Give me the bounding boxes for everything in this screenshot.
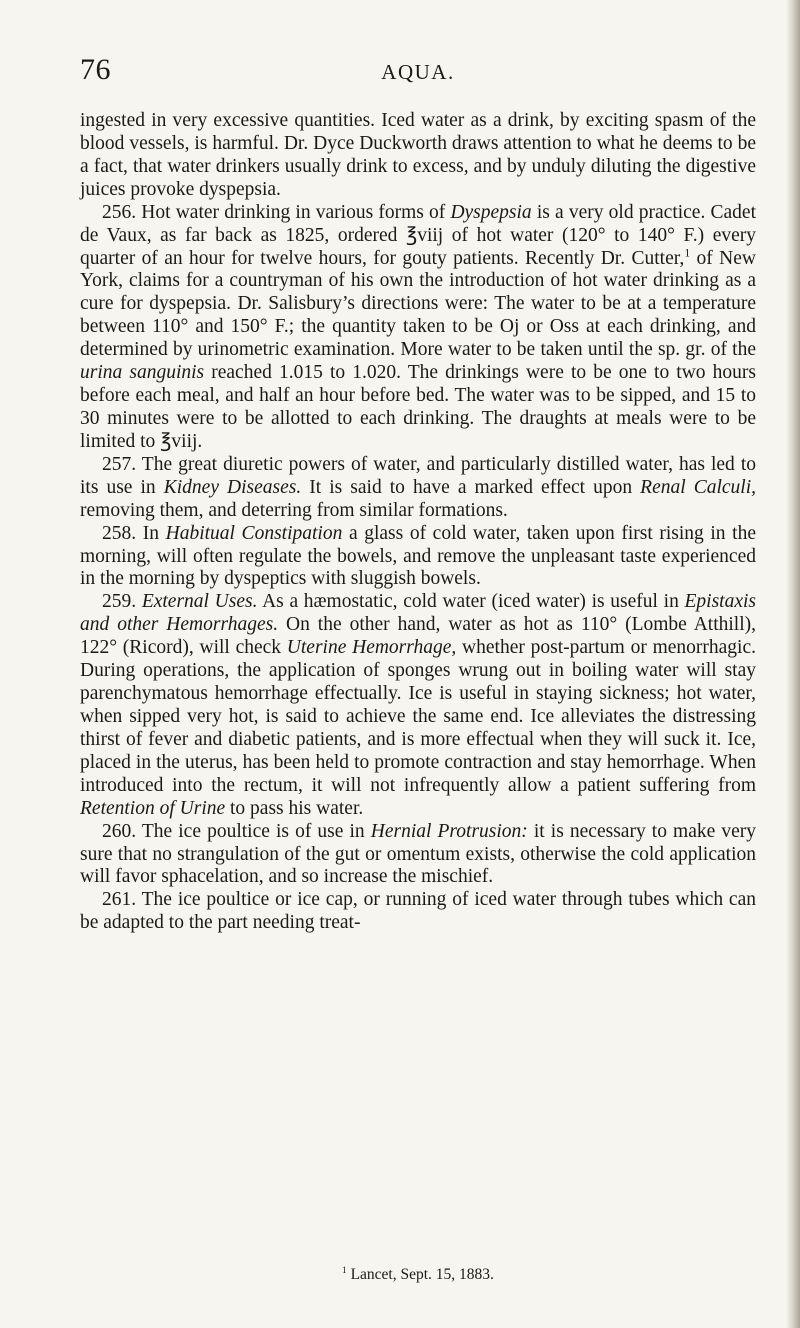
text-run: 259. [102, 591, 142, 613]
italic-term: Habitual Constipation [165, 522, 343, 544]
footnote-reference: 1 [684, 246, 691, 260]
text-run: 257. The great diuretic powers of water, and particularly distilled water, has led to its use in [80, 453, 756, 498]
text-run: to pass his water. [225, 797, 364, 819]
paragraph-para-260 [80, 821, 756, 890]
paragraph-para-257 [80, 454, 756, 523]
text-run: On the other hand, water as hot as 110° (Lombe Atthill), 122° (Ricord), will check [80, 614, 756, 659]
page-edge-shadow [786, 0, 800, 1328]
italic-term: Uterine Hemorrhage, [286, 637, 457, 659]
italic-term: Epistaxis and other Hemorrhages. [80, 591, 757, 636]
text-run: 258. In [102, 522, 166, 544]
text-run: it is necessary to make very sure that no strangulation of the gut or omentum exists, otherwise the cold application will favor sphacelation, and so increase the mischief. [80, 820, 756, 888]
italic-term: Renal Calculi, [640, 476, 756, 498]
page-number: 76 [80, 53, 111, 86]
text-run: ingested in very excessive quantities. Iced water as a drink, by exciting spasm of the blood vessels, is harmful. Dr. Dyce Duckworth draws attention to what he deems to be a fact, that water drinkers usually drink to excess, and by unduly diluting the digestive juices provoke dyspepsia. [80, 110, 756, 200]
text-run: of New York, claims for a countryman of his own the introduction of hot water drinking as a cure for dyspepsia. Dr. Salisbury’s directions were: The water to be at a temperature between 110° and 150° F.; the quantity taken to be Oj or Oss at each drinking, and determined by urinometric examination. More water to be taken until the sp. gr. of the [80, 247, 756, 361]
text-run: 261. The ice poultice or ice cap, or running of iced water through tubes which can be adapted to the part needing treat- [80, 889, 756, 934]
page-header [80, 50, 756, 90]
footnote [80, 1265, 756, 1285]
text-run: As a hæmostatic, cold water (iced water) is useful in [257, 591, 685, 613]
paragraph-continuation [80, 110, 756, 202]
text-run: a glass of cold water, taken upon first rising in the morning, will often regulate the bowels, and remove the unpleasant taste experienced in the morning by dyspeptics with sluggish bowels. [80, 522, 756, 590]
italic-term: Hernial Protrusion: [370, 820, 528, 842]
paragraph-para-258 [80, 523, 756, 592]
italic-term: External Uses. [141, 591, 258, 613]
paragraph-para-256 [80, 202, 756, 454]
body-text [80, 110, 756, 935]
italic-term: Retention of Urine [80, 797, 226, 819]
text-run: reached 1.015 to 1.020. The drinkings were to be one to two hours before each meal, and half an hour before bed. The water was to be sipped, and 15 to 30 minutes were to be allotted to each drinking. The draughts at meals were to be limited to ℥viij. [80, 362, 756, 452]
paragraph-para-261 [80, 889, 756, 935]
text-run: 256. Hot water drinking in various forms of [102, 201, 451, 223]
footnote-mark: 1 [342, 1265, 347, 1276]
italic-term: Kidney Diseases. [163, 476, 302, 498]
footnote-text: Lancet, Sept. 15, 1883. [346, 1266, 494, 1283]
italic-term: Dyspepsia [450, 201, 532, 223]
text-run: whether post-partum or menorrhagic. During operations, the application of sponges wrung out in boiling water will stay parenchymatous hemorrhage effectually. Ice is useful in staying sickness; hot water, when sipped very hot, is said to achieve the same end. Ice alleviates the distressing thirst of fever and diabetic patients, and is more effectual when they will suck it. Ice, placed in the uterus, has been held to promote contraction and stay hemorrhage. When introduced into the rectum, it will not infrequently allow a patient suffering from [80, 637, 756, 796]
text-run: removing them, and deterring from similar formations. [80, 499, 508, 521]
italic-term: urina sanguinis [80, 362, 205, 384]
running-head: AQUA. [381, 60, 455, 84]
text-run: is a very old practice. Cadet de Vaux, as far back as 1825, ordered ℥viij of hot water (120° to 140° F.) every quarter of an hour for twelve hours, for gouty patients. Recently Dr. Cutter, [80, 201, 756, 269]
text-run: It is said to have a marked effect upon [301, 476, 641, 498]
paragraph-para-259 [80, 591, 756, 820]
text-run: 260. The ice poultice is of use in [102, 820, 371, 842]
